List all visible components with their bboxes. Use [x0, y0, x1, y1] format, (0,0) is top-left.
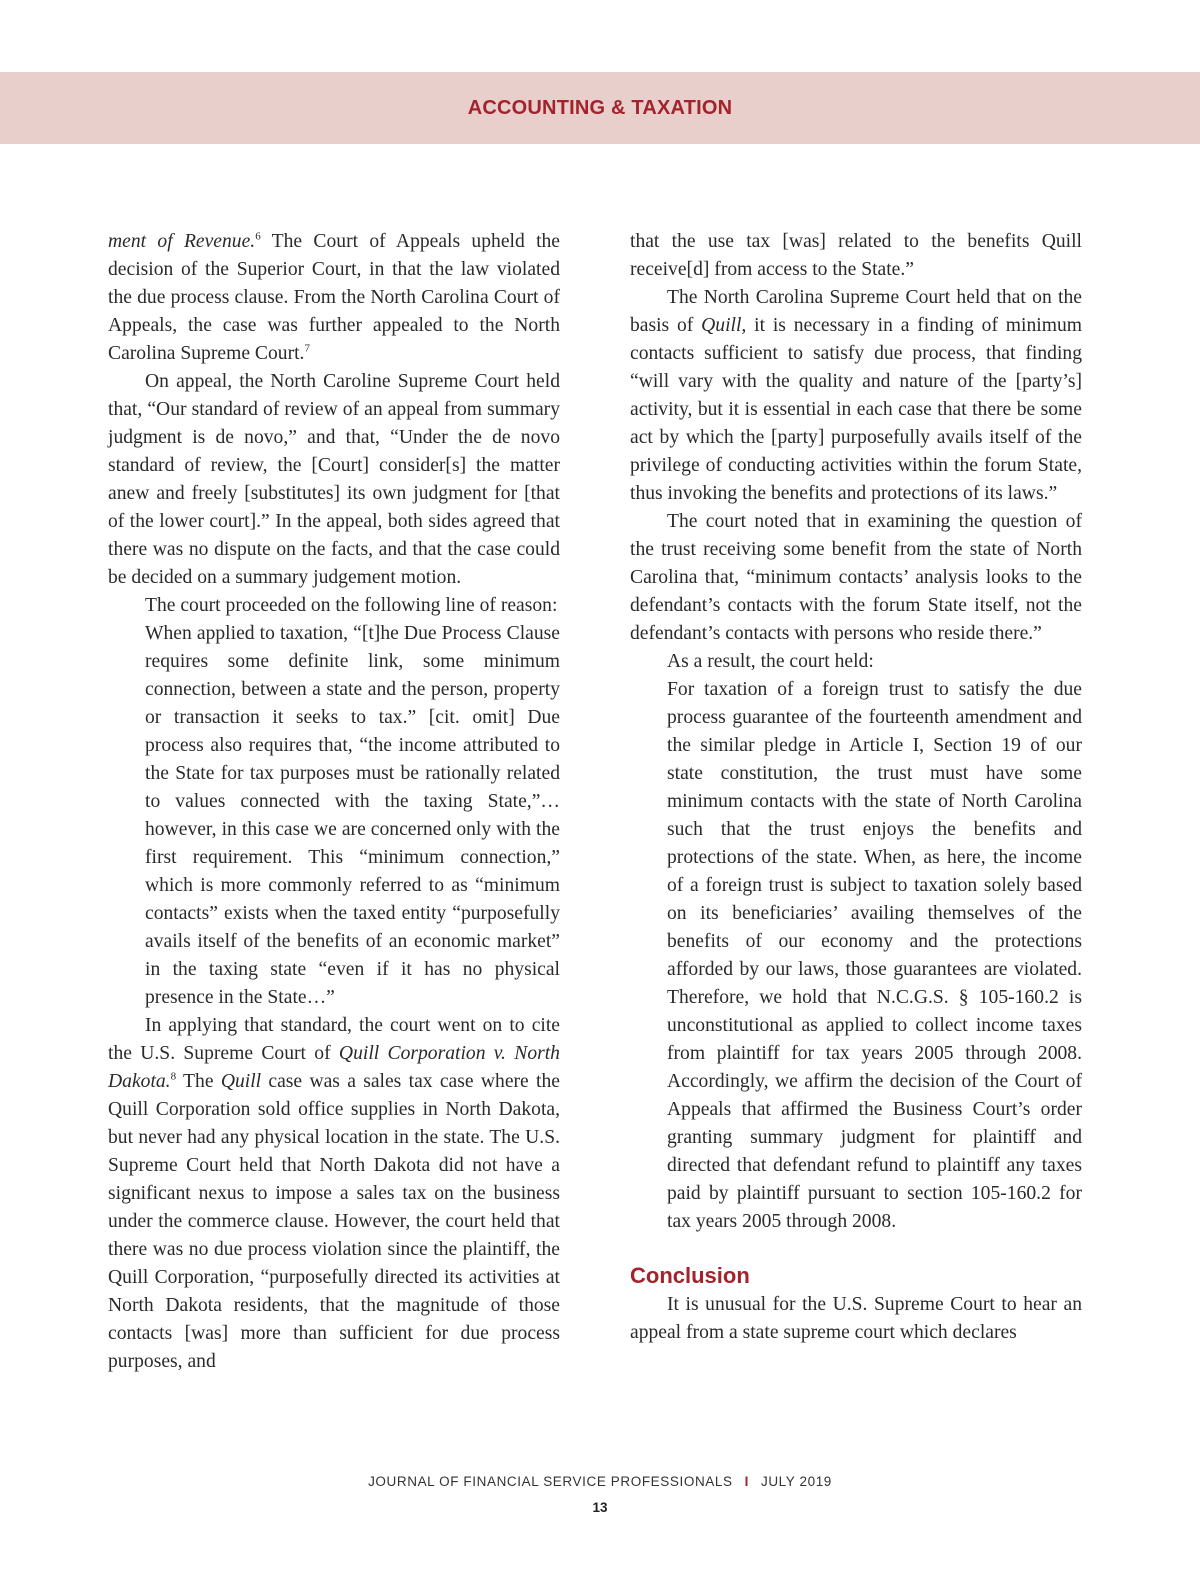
footnote-ref[interactable]: 7	[304, 342, 310, 355]
paragraph-text: The Court of Appeals upheld the decision of the Superior Court, in that the law violated the due process clause. From the North Carolina Court of Appeals, the case was further appealed to the North Carolina Supreme Court.	[108, 231, 561, 364]
section-heading-conclusion: Conclusion	[630, 1263, 750, 1288]
case-name: Quill	[220, 1071, 262, 1092]
paragraph	[630, 284, 1082, 508]
paragraph-text: The	[176, 1071, 221, 1092]
page-number: 13	[592, 1500, 608, 1515]
journal-name: JOURNAL OF FINANCIAL SERVICE PROFESSIONALS	[368, 1474, 733, 1489]
paragraph: The court noted that in examining the question of the trust receiving some benefit from the state of North Carolina that, “minimum contacts’ analysis looks to the defendant’s contacts with the forum State itself, not the defendant’s contacts with persons who reside there.”	[630, 511, 1082, 644]
block-quote: When applied to taxation, “[t]he Due Process Clause requires some definite link, some minimum connection, between a state and the person, property or transaction it seeks to tax.” [cit. omit] Due process also requires that, “the income attributed to the State for tax purposes must be rationally related to values connected with the taxing State,”…however, in this case we are concerned only with the first requirement. This “minimum connection,” which is more commonly referred to as “minimum contacts” exists when the taxed entity “purposefully avails itself of the benefits of an economic market” in the taxing state “even if it has no physical presence in the State…”	[145, 623, 560, 1008]
paragraph-text: The North Carolina Supreme Court held that on the basis of	[630, 287, 1082, 336]
section-title: ACCOUNTING & TAXATION	[467, 96, 733, 119]
case-name: Quill Corporation v. North Dakota.	[108, 1043, 560, 1092]
footnote-ref[interactable]: 8	[170, 1070, 177, 1083]
footnote-ref[interactable]: 6	[255, 230, 261, 243]
paragraph	[108, 228, 560, 368]
issue-date: JULY 2019	[760, 1474, 832, 1489]
case-name: Quill,	[701, 315, 747, 336]
paragraph-text: In applying that standard, the court went on to cite the U.S. Supreme Court of	[108, 1015, 560, 1064]
footer-separator: I	[744, 1474, 749, 1489]
left-column	[108, 228, 560, 1376]
paragraph: The court proceeded on the following line of reason:	[145, 595, 558, 616]
page-footer	[0, 1474, 1200, 1489]
block-quote: For taxation of a foreign trust to satisfy the due process guarantee of the fourteenth amendment and the similar pledge in Article I, Section 19 of our state constitution, the trust must have some minimum contacts with the state of North Carolina such that the trust enjoys the benefits and protections of the state. When, as here, the income of a foreign trust is subject to taxation solely based on its beneficiaries’ availing themselves of the benefits of our economy and the protections afforded by our laws, those guarantees are violated. Therefore, we hold that N.C.G.S. § 105-160.2 is unconstitutional as applied to collect income taxes from plaintiff for tax years 2005 through 2008. Accordingly, we affirm the decision of the Court of Appeals that affirmed the Business Court’s order granting summary judgment for plaintiff and directed that defendant refund to plaintiff any taxes paid by plaintiff pursuant to section 105-160.2 for tax years 2005 through 2008.	[667, 679, 1082, 1232]
paragraph-text: case was a sales tax case where the Quill Corporation sold office supplies in North Dakota, but never had any physical location in the state. The U.S. Supreme Court held that North Dakota did not have a significant nexus to impose a sales tax on the business under the commerce clause. However, the court held that there was no due process violation since the plaintiff, the Quill Corporation, “purposefully directed its activities at North Dakota residents, that the magnitude of those contacts [was] more than sufficient for due process purposes, and	[108, 1071, 560, 1372]
paragraph: It is unusual for the U.S. Supreme Court to hear an appeal from a state supreme court which declares	[630, 1294, 1082, 1343]
italic-text: ment of Revenue.	[108, 231, 256, 252]
paragraph-text: it is necessary in a finding of minimum contacts sufficient to satisfy due process, that finding “will vary with the quality and nature of the [party’s] activity, but it is essential in each case that there be some act by which the [party] purposefully avails itself of the privilege of conducting activities within the forum State, thus invoking the benefits and protections of its laws.”	[630, 315, 1082, 504]
right-column	[630, 228, 1082, 1347]
paragraph: that the use tax [was] related to the benefits Quill receive[d] from access to the State.”	[630, 231, 1082, 280]
paragraph	[108, 1012, 560, 1376]
paragraph: On appeal, the North Caroline Supreme Court held that, “Our standard of review of an appeal from summary judgment is de novo,” and that, “Under the de novo standard of review, the [Court] consider[s] the matter anew and freely [substitutes] its own judgment for [that of the lower court].” In the appeal, both sides agreed that there was no dispute on the facts, and that the case could be decided on a summary judgement motion.	[108, 371, 560, 588]
section-header-band	[0, 72, 1200, 144]
paragraph: As a result, the court held:	[667, 651, 874, 672]
